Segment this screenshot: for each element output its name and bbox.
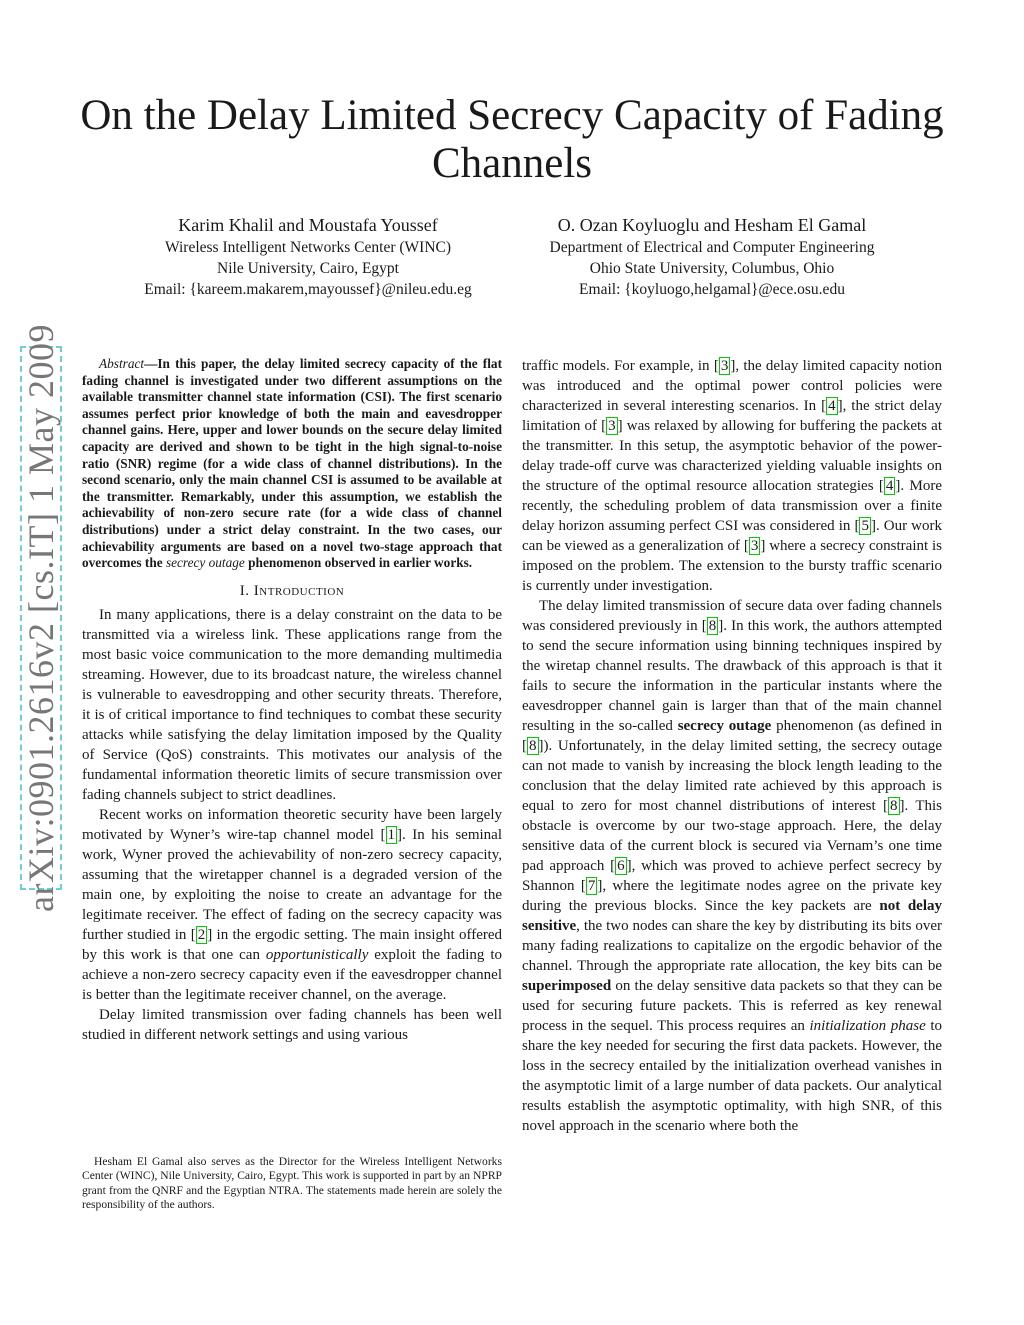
paragraph: In many applications, there is a delay constraint on the data to be transmitted via a wireless link. These applications range from the most basic voice communication to the more demanding multimedia streaming. However, due to its broadcast nature, the wireless channel is vulnerable to eavesdropping and other security threats. Therefore, it is of critical importance to find techniques to combat these security attacks while satisfying the delay limitation imposed by the Quality of Service (QoS) constraints. This motivates our analysis of the fundamental information theoretic limits of secure transmission over fading channels subject to strict deadlines. — [82, 606, 502, 803]
citation-link[interactable]: 8 — [708, 618, 717, 634]
text-run: The delay limited transmission of secure data over fading channels was considered previously in — [522, 598, 942, 634]
author-location: Nile University, Cairo, Egypt — [217, 260, 399, 277]
text-run: to share the key needed for securing the first data packets. However, the loss in the secrecy entailed by the initialization overhead vanishes in the asymptotic limit of a large number of data packets. Our analytical results establish the asymptotic optimality, with high SNR, of this novel approach in the scenario where both the — [522, 1018, 942, 1134]
citation-link[interactable]: 1 — [387, 826, 395, 843]
bold-term: not delay sensitive — [522, 898, 942, 934]
citation-link[interactable]: 4 — [885, 478, 894, 494]
abstract-dash: — — [144, 356, 158, 371]
text-run: . In his seminal work, Wyner proved the achievability of non-zero secrecy capacity, assuming that the wiretapper channel is a degraded version of the main one, by exploiting the noise to create an advantage for the legitimate receiver. The effect of fading on the secrecy capacity was further studied in — [82, 826, 503, 943]
text-run: , the strict delay limitation of — [522, 398, 942, 434]
citation-link[interactable]: 3 — [750, 538, 759, 554]
author-block-left — [98, 213, 518, 300]
paragraph: Recent works on information theoretic security have been largely motivated by Wyner’s wire-tap channel model [ 1 ]. In his seminal work, Wyner proved the achievability of non-zero secrecy capacity, assuming that the wiretapper channel is a degraded version of the main one, by exploiting the noise to create an advantage for the legitimate receiver. The effect of fading on the secrecy capacity was further studied in [ 2 ] in the ergodic setting. The main insight offered by this work is that one can opportunistically exploit the fading to achieve a non-zero secrecy capacity even if the eavesdropper channel is better than the legitimate receiver channel, on the average. — [82, 806, 503, 1003]
citation-link[interactable]: 6 — [617, 858, 625, 874]
citation-link[interactable]: 5 — [861, 518, 869, 534]
emphasis: opportunistically — [265, 946, 369, 963]
author-affiliation: Wireless Intelligent Networks Center (WINC) — [164, 239, 452, 256]
text-run: , which was proved to achieve perfect secrecy by Shannon — [522, 858, 942, 894]
text-run: on the delay sensitive data packets so that they can be used for securing future packets. This is referred as key renewal process in the sequel. This process requires an — [522, 978, 942, 1034]
text-run: , the delay limited capacity notion was introduced and the optimal power control policies were characterized in several interesting scenarios. In — [522, 358, 942, 414]
abstract-label: Abstract — [99, 356, 145, 371]
arxiv-id: arXiv:0901.2616v2 [cs.IT] 1 May 2009 — [21, 324, 61, 912]
abstract-text: In this paper, the delay limited secrecy capacity of the flat fading channel is investigated under two different assumptions on the available transmitter channel state information (CSI). The first scenario assumes perfect prior knowledge of both the main and eavesdropper channel gains. Here, upper and lower bounds on the secure delay limited capacity are derived and shown to be tight in the high signal-to-noise ratio (SNR) regime (for a wide class of channel distributions). In the second scenario, only the main channel CSI is assumed to be available at the transmitter. Remarkably, under this assumption, we establish the achievability of non-zero secure rate (for a wide class of channel distributions) under a strict delay constraint. In the two cases, our achievability arguments are based on a novel two-stage approach that overcomes the — [82, 356, 502, 571]
footnote: Hesham El Gamal also serves as the Director for the Wireless Intelligent Networks Center (WINC), Nile University, Cairo, Egypt. This work is supported in part by an NPRP grant from the QNRF and the Egyptian NTRA. The statements made herein are solely the responsibility of the authors. — [82, 1155, 502, 1211]
paragraph: The delay limited transmission of secure data over fading channels was considered previously in [ 8 ]. In this work, the authors attempted to send the secure information using binning techniques inspired by the wiretap channel results. The drawback of this approach is that it fails to secure the information in the particular instants where the eavesdropper channel gain is larger than that of the main channel resulting in the so-called secrecy outage phenomenon (as defined in [ 8 ]). Unfortunately, in the delay limited setting, the secrecy outage can not made to vanish by increasing the block length leading to the conclusion that the delay limited rate achieved by this approach is equal to zero for most channel distributions of interest [ 8 ]. This obstacle is overcome by our two-stage approach. Here, the delay sensitive data of the current block is secured via Vernam’s one time pad approach [ 6 ], which was proved to achieve perfect secrecy by Shannon [ 7 ], where the legitimate nodes agree on the private key during the previous blocks. Since the key packets are not delay sensitive, the two nodes can share the key by distributing its bits over many fading realizations to capitalize on the ergodic behavior of the channel. Through the appropriate rate allocation, the key bits can be superimposed on the delay sensitive data packets so that they can be used for securing future packets. This is referred as key renewal process in the sequel. This process requires an initialization phase to share the key needed for securing the first data packets. However, the loss in the secrecy entailed by the initialization overhead vanishes in the asymptotic limit of a large number of data packets. Our analytical results establish the asymptotic optimality, with high SNR, of this novel approach in the scenario where both the — [522, 598, 943, 1134]
paper-title: On the Delay Limited Secrecy Capacity of Fading Channels — [80, 92, 944, 187]
right-column — [522, 356, 942, 1136]
citation-link[interactable]: 3 — [720, 358, 729, 374]
paragraph: traffic models. For example, in [ 3 ], the delay limited capacity notion was introduced and the optimal power control policies were characterized in several interesting scenarios. In [ 4 ], the strict delay limitation of [ 3 ] was relaxed by allowing for buffering the packets at the transmitter. In this setup, the asymptotic behavior of the power-delay trade-off curve was characterized yielding valuable insights on the structure of the optimal resource allocation strategies [ 4 ]. More recently, the scheduling problem of data transmission over a finite delay horizon assuming perfect CSI was considered in [ 5 ]. Our work can be viewed as a generalization of [ 3 ] where a secrecy constraint is imposed on the problem. The extension to the bursty traffic scenario is currently under investigation. — [522, 358, 943, 594]
citation-link[interactable]: 3 — [608, 418, 616, 434]
emphasis: initialization phase — [809, 1018, 926, 1034]
paragraph: Delay limited transmission over fading channels has been well studied in different network settings and using various — [82, 1006, 502, 1043]
text-run: exploit the fading to achieve a non-zero secrecy capacity even if the eavesdropper channel is better than the legitimate receiver channel, on the average. — [82, 946, 502, 1003]
author-block-right — [502, 213, 922, 300]
author-email: Email: {koyluogo,helgamal}@ece.osu.edu — [579, 281, 845, 298]
text-run: Recent works on information theoretic security have been largely motivated by Wyner’s wire-tap channel model — [82, 806, 502, 843]
text-run: phenomenon (as defined in — [771, 718, 942, 734]
text-run: ). Unfortunately, in the delay limited setting, the secrecy outage can not made to vanish by increasing the block length leading to the conclusion that the delay limited rate achieved by this approach is equal to zero for most channel distributions of interest — [522, 738, 942, 814]
abstract — [82, 356, 502, 572]
author-names: O. Ozan Koyluoglu and Hesham El Gamal — [557, 215, 867, 235]
text-run: in the ergodic setting. The main insight offered by this work is that one can — [82, 926, 502, 963]
citation-link[interactable]: 4 — [828, 398, 836, 414]
abstract-emph: secrecy outage — [165, 555, 245, 571]
citation-link[interactable]: 8 — [890, 798, 898, 814]
citation-link[interactable]: 2 — [197, 926, 206, 943]
citation-link[interactable]: 7 — [587, 878, 596, 894]
abstract-text-end: phenomenon observed in earlier works. — [244, 555, 473, 571]
text-run: . This obstacle is overcome by our two-stage approach. Here, the delay sensitive data of the current block is secured via Vernam’s one time pad approach — [522, 798, 942, 874]
author-affiliation: Department of Electrical and Computer Engineering — [549, 239, 875, 256]
section-name: Introduction — [253, 582, 345, 599]
text-run: . More recently, the scheduling problem of data transmission over a finite delay horizon assuming perfect CSI was considered in — [522, 478, 942, 534]
text-run: traffic models. For example, in — [522, 358, 714, 374]
author-email: Email: {kareem.makarem,mayoussef}@nileu.edu.eg — [144, 281, 472, 298]
bold-term: superimposed — [522, 978, 612, 994]
text-run: , the two nodes can share the key by distributing its bits over many fading realizations to capitalize on the ergodic behavior of the channel. Through the appropriate rate allocation, the key bits can be — [522, 918, 942, 974]
section-number: I. — [239, 582, 250, 599]
arxiv-stamp[interactable] — [20, 324, 62, 912]
author-names: Karim Khalil and Moustafa Youssef — [178, 215, 438, 235]
author-location: Ohio State University, Columbus, Ohio — [589, 260, 835, 277]
text-run: where a secrecy constraint is imposed on the problem. The extension to the bursty traffic scenario is currently under investigation. — [522, 538, 943, 594]
text-run: . Our work can be viewed as a generalization of — [522, 518, 942, 554]
text-run: , where the legitimate nodes agree on the private key during the previous blocks. Since the key packets are — [522, 878, 942, 914]
bold-term: secrecy outage — [677, 718, 772, 734]
citation-link[interactable]: 8 — [529, 738, 537, 754]
section-heading — [82, 581, 502, 601]
text-run: was relaxed by allowing for buffering the packets at the transmitter. In this setup, the asymptotic behavior of the power-delay trade-off curve was characterized yielding valuable insights on the structure of the optimal resource allocation strategies — [522, 418, 942, 494]
text-run: . In this work, the authors attempted to send the secure information using binning techniques inspired by the wiretap channel results. The drawback of this approach is that it fails to secure the information in the particular instants where the eavesdropper channel gain is larger than that of the main channel resulting in the so-called — [522, 618, 943, 734]
left-column — [82, 356, 502, 1045]
